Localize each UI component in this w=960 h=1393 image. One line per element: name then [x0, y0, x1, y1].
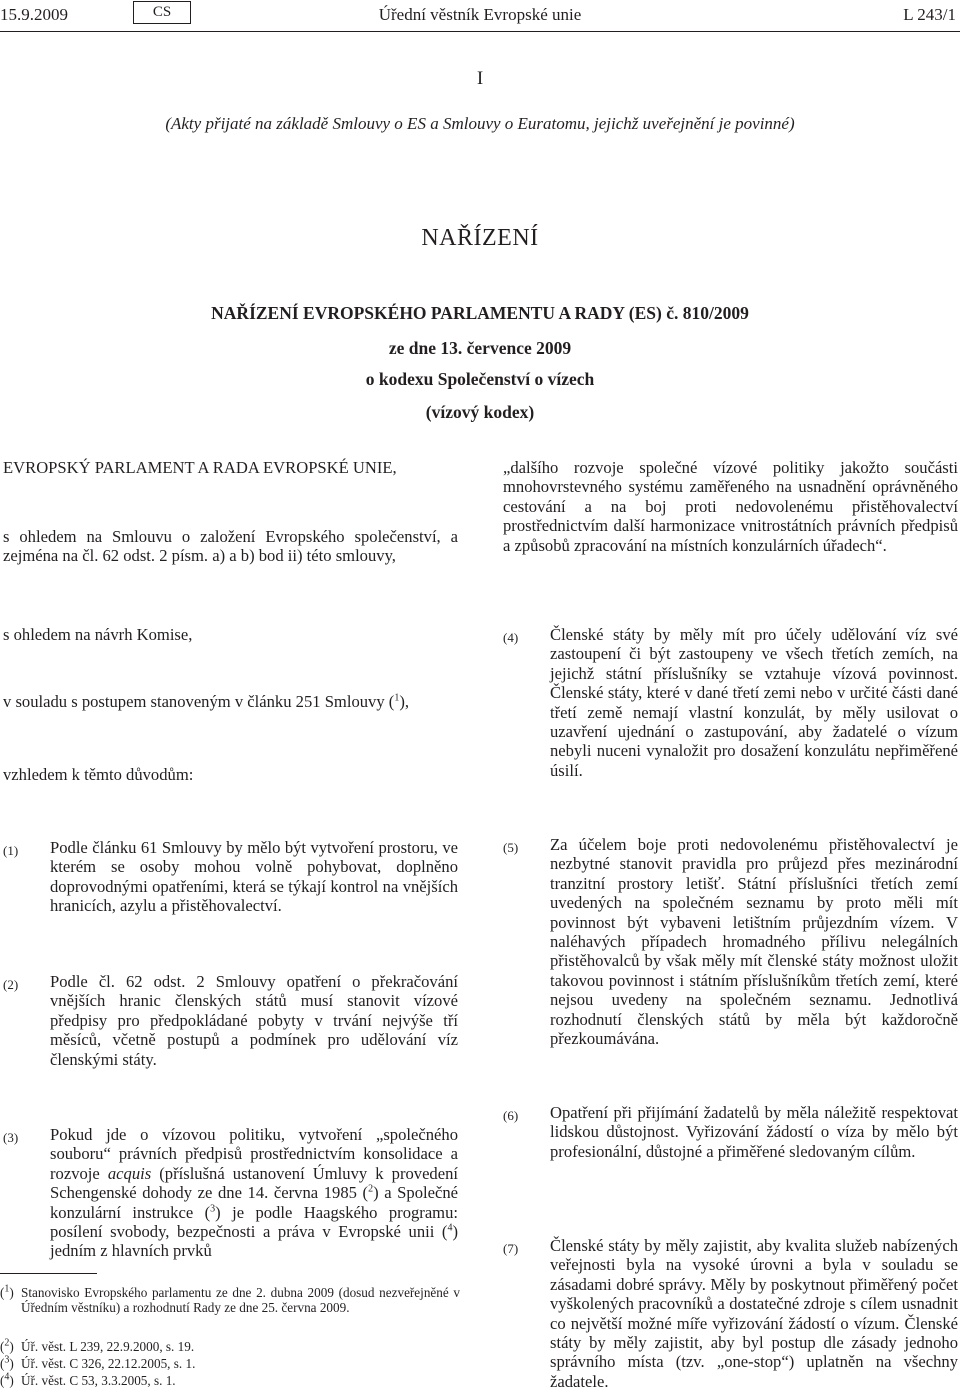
footnote-ref-4[interactable]: 4: [447, 1222, 453, 1234]
regulation-title: NAŘÍZENÍ EVROPSKÉHO PARLAMENTU A RADY (ES) č. 810/2009: [211, 303, 749, 323]
recital-3: [3, 1125, 458, 1261]
preamble-authors: EVROPSKÝ PARLAMENT A RADA EVROPSKÉ UNIE,: [3, 458, 397, 477]
page-reference: L 243/1: [903, 5, 956, 24]
recital-continuation: „dalšího rozvoje společné vízové politiky jakožto součásti mnohovrstevného systému zaměřeného na usnadnění oprávněného cestování a na boj proti nedovolenému přistěhovalectví prostřednictvím další harmonizace vnitrostátních právních předpisů a způsobů zpracování na místních konzulárních úřadech“.: [503, 458, 958, 555]
recital-1: [3, 838, 458, 916]
footnote-ref-3[interactable]: 3: [210, 1203, 216, 1215]
regulation-date: ze dne 13. července 2009: [388, 338, 572, 358]
recital-text: Pokud jde o vízovou politiku, vytvoření „společného souboru“ právních předpisů prostřednictvím konsolidace a rozvoje acquis (příslušná ustanovení Úmluvy k provedení Schengenské dohody ze dne 14. června 1985 ($^2$) a Společné konzulární instrukce ($^3$) je podle Haagského programu: posílení svobody, bezpečnosti a práva v Evropské unii ($^4$) jedním z hlavních prvků: [50, 1125, 459, 1261]
journal-title: Úřední věstník Evropské unie: [378, 5, 582, 24]
preamble-whereas: vzhledem k těmto důvodům:: [3, 765, 194, 784]
language-code-box: CS: [133, 1, 191, 24]
acts-note: (Akty přijaté na základě Smlouvy o ES a Smlouvy o Euratomu, jejichž uveřejnění je povinné): [165, 114, 795, 133]
recital-text: Opatření při přijímání žadatelů by měla náležitě respektovat lidskou důstojnost. Vyřizování žádostí o víza by mělo být profesionální, důstojné a přiměřené sledovaným cílům.: [550, 1103, 958, 1161]
recital-number: (7): [503, 1241, 519, 1256]
footnote-ref-1[interactable]: 1: [394, 692, 400, 704]
header-rule: [0, 31, 960, 32]
footnote-ref-2[interactable]: 2: [368, 1183, 374, 1195]
recital-7: [503, 1236, 958, 1391]
recital-number: (1): [3, 843, 19, 858]
recital-number: (6): [503, 1108, 519, 1123]
recital-number: (2): [3, 977, 19, 992]
section-numeral: I: [476, 68, 484, 89]
footnote-rule: [0, 1273, 97, 1274]
recital-5: [503, 835, 958, 1048]
recital-number: (3): [3, 1130, 19, 1145]
regulation-heading: NAŘÍZENÍ: [421, 225, 539, 251]
recital-text: Za účelem boje proti nedovolenému přistěhovalectví je nezbytné stanovit pravidla pro průjezd přes mezinárodní tranzitní prostory letišť. Státní příslušníci třetích zemí uvedených na společném seznamu by proto měli mít povinnost být vybaveni letištním průjezdním vízem. V naléhavých případech hromadného přílivu nelegálních přistěhovalců by však měly mít členské státy možnost uložit takovou povinnost i státním příslušníkům třetích zemí, které nejsou uvedeny na společném seznamu. Jednotlivá rozhodnutí členských států by měla být každoročně přezkoumávána.: [550, 835, 958, 1049]
recital-text: Podle článku 61 Smlouvy by mělo být vytvoření prostoru, ve kterém se osoby mohou volně pohybovat, doplněno doprovodnými opatřeními, která se týkají kontrol na vnějších hranicích, azylu a přistěhovalectví.: [50, 838, 458, 916]
preamble-procedure: v souladu s postupem stanoveným v článku 251 Smlouvy ($^1$),: [3, 692, 409, 711]
recital-number: (5): [503, 840, 519, 855]
recital-4: [503, 625, 958, 780]
recital-6: [503, 1103, 958, 1161]
footnote-4: ($^4$) Úř. věst. C 53, 3.3.2005, s. 1.: [0, 1371, 176, 1388]
preamble-treaty-basis: s ohledem na Smlouvu o založení Evropského společenství, a zejména na čl. 62 odst. 2 písm. a) a b) bod ii) této smlouvy,: [3, 527, 458, 566]
recital-text: Podle čl. 62 odst. 2 Smlouvy opatření o překračování vnějších hranic členských států musí stanovit vízové předpisy pro předpokládané pobyty v trvání nejvýše tří měsíců, včetně postupů a podmínek pro udělování víz členskými státy.: [50, 972, 458, 1069]
regulation-subject: o kodexu Společenství o vízech: [365, 369, 595, 389]
publication-date: 15.9.2009: [0, 5, 68, 24]
recital-text: Členské státy by měly mít pro účely udělování víz své zastoupení či být zastoupeny ve všech třetích zemích, na jejichž státní příslušníky se vztahuje vízová povinnost. Členské státy, které v dané třetí zemi nebo v určité části dané třetí země nemají vlastní konzulát, by měly usilovat o uzavření ujednání o zastupování, aby žadatelé o vízum nebyli nuceni vynaložit pro dosažení konzulátu nepřiměřené úsilí.: [550, 625, 958, 780]
footnote-3: ($^3$) Úř. věst. C 326, 22.12.2005, s. 1.: [0, 1354, 196, 1371]
footnote-2: ($^2$) Úř. věst. L 239, 22.9.2000, s. 19.: [0, 1337, 195, 1354]
preamble-commission-proposal: s ohledem na návrh Komise,: [3, 625, 193, 644]
recital-2: [3, 972, 458, 1069]
regulation-short-title: (vízový kodex): [425, 402, 535, 422]
recital-text: Členské státy by měly zajistit, aby kvalita služeb nabízených veřejnosti byla na vysoké úrovni a byla v souladu se zásadami dobré správy. Měly by poskytnout přiměřený počet vyškolených pracovníků a dostatečné zdroje s cílem usnadnit co největší možné míře vyřizování žádostí o vízum. Členské státy by měly zajistit, aby byl postup dle zásady jednoho správního místa (tzv. „one-stop“) uplatněn na všechny žadatele.: [550, 1236, 958, 1391]
recital-number: (4): [503, 630, 519, 645]
footnote-1: ($^1$) Stanovisko Evropského parlamentu ze dne 2. dubna 2009 (dosud nezveřejněné v Úředním věstníku) a rozhodnutí Rady ze dne 25. června 2009.: [0, 1283, 460, 1316]
